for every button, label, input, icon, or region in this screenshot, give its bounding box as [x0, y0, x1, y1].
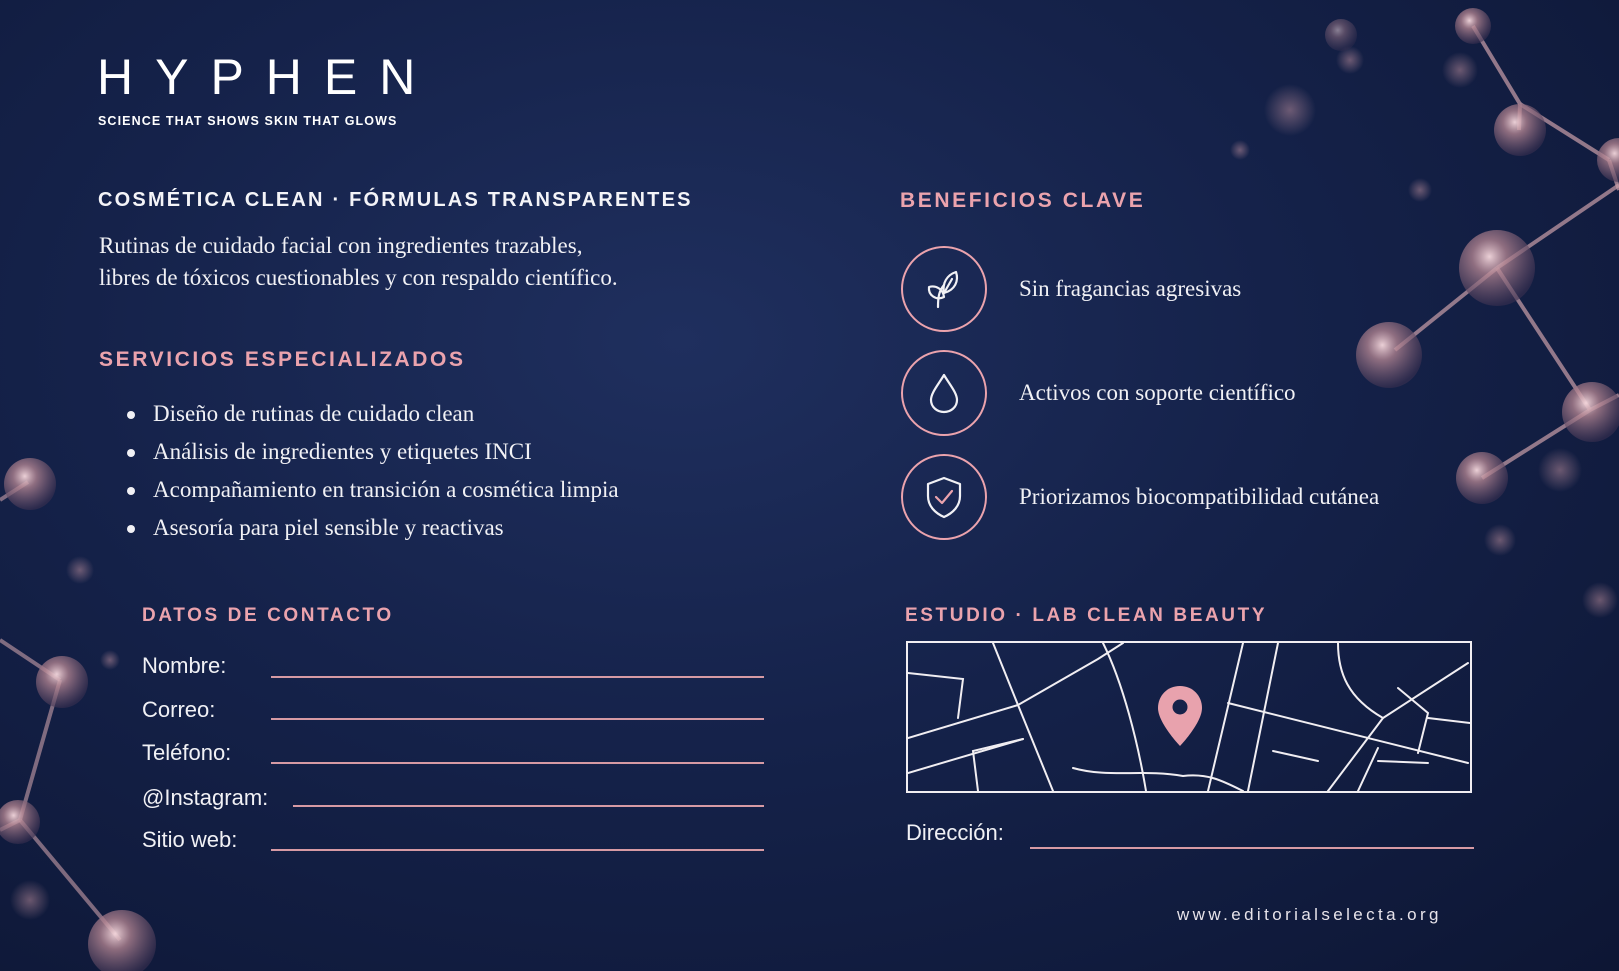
benefit-item — [901, 454, 1379, 540]
name-label: Nombre: — [142, 653, 227, 678]
list-item: Diseño de rutinas de cuidado clean — [124, 398, 619, 436]
website-url[interactable]: www.editorialselecta.org — [1177, 905, 1442, 924]
phone-label: Teléfono: — [142, 740, 232, 765]
benefit-label: Activos con soporte científico — [1019, 380, 1296, 405]
benefit-item — [901, 350, 1296, 436]
address-label: Dirección: — [906, 820, 1004, 845]
shield-check-icon — [901, 454, 987, 540]
instagram-label: @Instagram: — [142, 785, 269, 810]
website-field[interactable] — [271, 849, 764, 851]
list-item: Asesoría para piel sensible y reactivas — [124, 512, 619, 550]
brand-logo: HYPHEN — [97, 49, 438, 105]
contact-heading: DATOS DE CONTACTO — [142, 605, 394, 626]
name-field[interactable] — [271, 676, 764, 678]
map[interactable] — [906, 641, 1472, 793]
benefits-heading: BENEFICIOS CLAVE — [900, 189, 1146, 212]
instagram-field[interactable] — [293, 805, 764, 807]
email-field[interactable] — [271, 718, 764, 720]
map-pin-icon — [1158, 686, 1202, 746]
intro-line: Rutinas de cuidado facial con ingredientes trazables, — [99, 233, 583, 258]
intro-heading: COSMÉTICA CLEAN · FÓRMULAS TRANSPARENTES — [98, 189, 693, 211]
drop-icon — [901, 350, 987, 436]
benefit-label: Priorizamos biocompatibilidad cutánea — [1019, 484, 1380, 509]
benefit-label: Sin fragancias agresivas — [1019, 276, 1242, 301]
address-field[interactable] — [1030, 847, 1474, 849]
list-item: Acompañamiento en transición a cosmética limpia — [124, 474, 619, 512]
phone-field[interactable] — [271, 762, 764, 764]
leaf-icon — [901, 246, 987, 332]
studio-heading: ESTUDIO · LAB CLEAN BEAUTY — [905, 605, 1268, 626]
brand-tagline: SCIENCE THAT SHOWS SKIN THAT GLOWS — [98, 114, 398, 128]
intro-line: libres de tóxicos cuestionables y con respaldo científico. — [99, 265, 618, 290]
list-item: Análisis de ingredientes y etiquetes INCI — [124, 436, 619, 474]
services-list — [124, 398, 619, 550]
services-heading: SERVICIOS ESPECIALIZADOS — [99, 348, 466, 371]
email-label: Correo: — [142, 697, 216, 722]
intro-text — [99, 230, 739, 294]
website-label: Sitio web: — [142, 827, 238, 852]
benefit-item — [901, 246, 1241, 332]
map-streets — [908, 643, 1470, 791]
